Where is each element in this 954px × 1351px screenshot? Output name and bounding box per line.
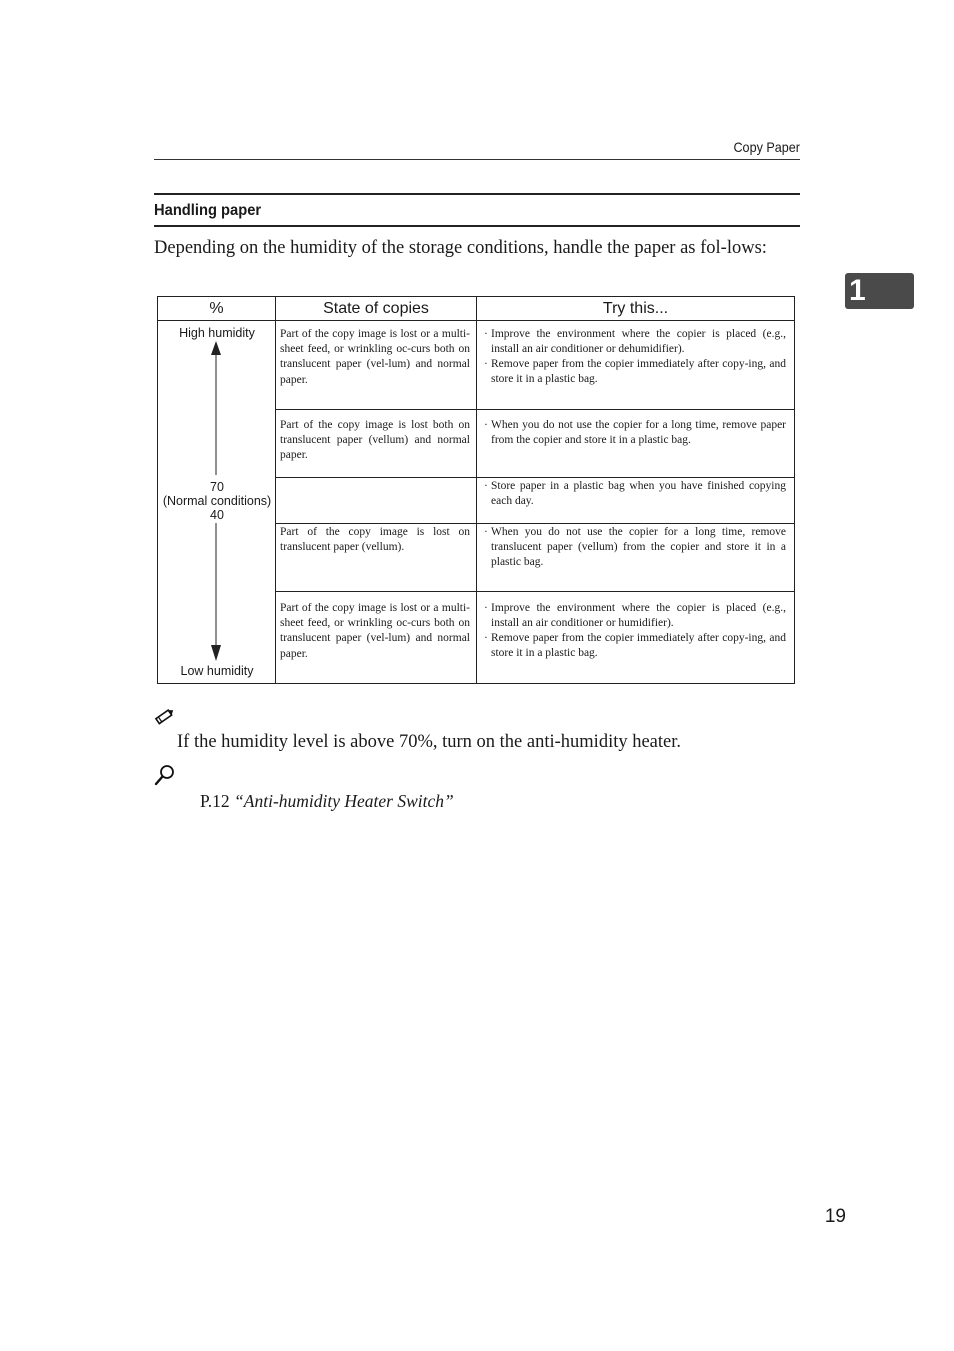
bullet-icon: ·: [484, 358, 488, 370]
row-divider: [275, 523, 794, 524]
bullet-icon: ·: [484, 632, 488, 644]
bullet-icon: ·: [484, 602, 488, 614]
header-state: State of copies: [323, 300, 429, 317]
header-percent: %: [209, 300, 224, 317]
pencil-note-icon: [154, 706, 176, 726]
chapter-tab: [845, 273, 914, 309]
bullet-icon: ·: [484, 480, 488, 492]
scale-normal-label: (Normal conditions): [162, 494, 272, 508]
section-heading-box: [154, 193, 800, 227]
humidity-table: [157, 296, 795, 684]
scale-lower-value: 40: [210, 508, 224, 522]
magnifier-reference-icon: [154, 764, 176, 786]
state-cell: Part of the copy image is lost or a multi-sheet feed, or wrinkling oc-curs both on translucent paper (vel-lum) and normal paper.: [280, 328, 470, 386]
try-item: When you do not use the copier for a long time, remove translucent paper (vellum) from the copier and store it in a plastic bag.: [491, 526, 786, 569]
state-cell: Part of the copy image is lost on translucent paper (vellum).: [280, 526, 470, 554]
bullet-icon: ·: [484, 419, 488, 431]
chapter-number: 1: [849, 274, 866, 307]
note-text: If the humidity level is above 70%, turn on the anti-humidity heater.: [177, 732, 682, 752]
running-header: Copy Paper: [733, 139, 800, 155]
page-number: 19: [824, 1206, 846, 1227]
row-divider: [275, 409, 794, 410]
reference-link[interactable]: [200, 790, 454, 812]
reference-title: “Anti-humidity Heater Switch”: [234, 791, 454, 811]
try-item: Store paper in a plastic bag when you have finished copying each day.: [491, 480, 786, 508]
try-item: Remove paper from the copier immediately after copy-ing, and store it in a plastic bag.: [491, 358, 786, 386]
bullet-icon: ·: [484, 526, 488, 538]
scale-low-label: Low humidity: [180, 664, 254, 678]
try-item: Remove paper from the copier immediately after copy-ing, and store it in a plastic bag.: [491, 632, 786, 660]
reference-page: P.12: [200, 791, 230, 811]
row-divider: [275, 477, 794, 478]
header-rule: [154, 159, 800, 160]
row-divider: [275, 591, 794, 592]
try-item: Improve the environment where the copier is placed (e.g., install an air conditioner or dehumidifier).: [491, 328, 786, 356]
scale-high-label: High humidity: [179, 326, 255, 340]
bullet-icon: ·: [484, 328, 488, 340]
intro-paragraph: Depending on the humidity of the storage conditions, handle the paper as fol-lows:: [154, 238, 767, 258]
header-try: Try this...: [602, 300, 669, 317]
scale-upper-value: 70: [210, 480, 224, 494]
arrow-up-icon: [206, 341, 226, 481]
column-divider: [476, 297, 477, 683]
section-title: Handling paper: [154, 202, 262, 219]
arrow-down-icon: [206, 523, 226, 663]
try-item: When you do not use the copier for a long time, remove paper from the copier and store it in a plastic bag.: [491, 419, 786, 447]
try-item: Improve the environment where the copier is placed (e.g., install an air conditioner or humidifier).: [491, 602, 786, 630]
state-cell: Part of the copy image is lost or a multi-sheet feed, or wrinkling oc-curs both on translucent paper (vel-lum) and normal paper.: [280, 602, 470, 660]
state-cell: Part of the copy image is lost both on translucent paper (vellum) and normal paper.: [280, 419, 470, 462]
